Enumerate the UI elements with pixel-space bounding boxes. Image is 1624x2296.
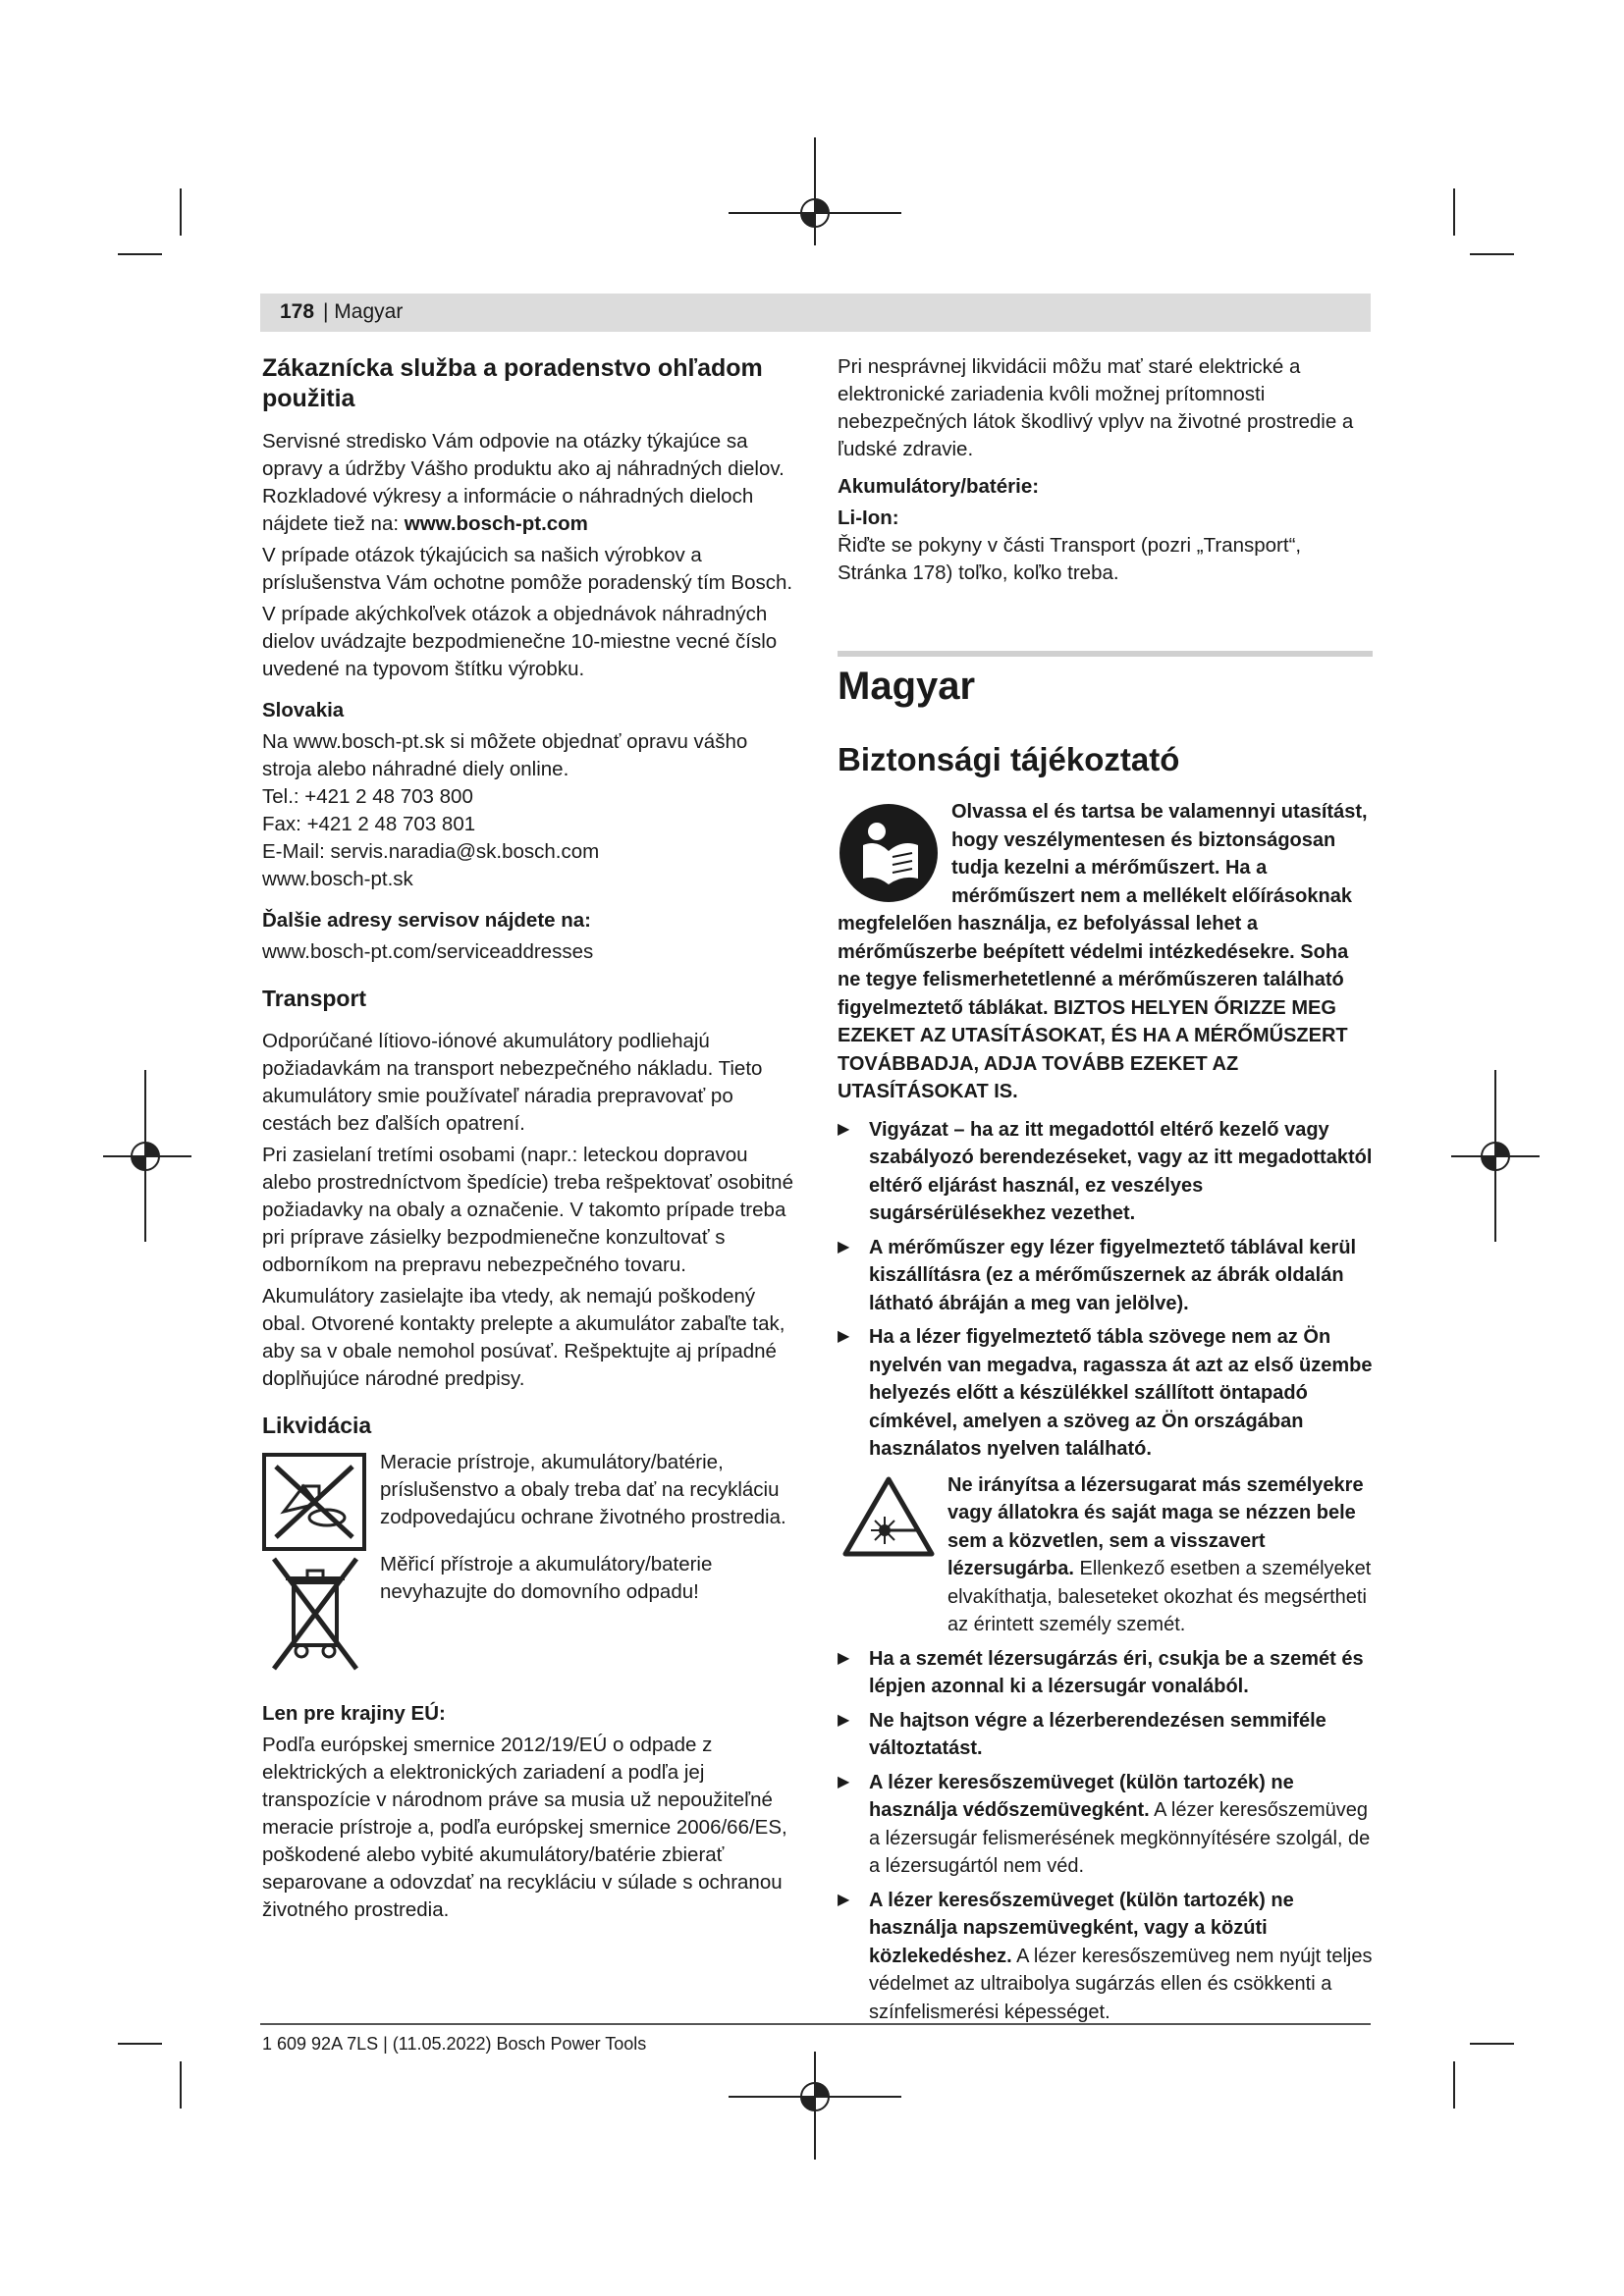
paragraph: V prípade akýchkoľvek otázok a objednávok náhradných dielov uvádzajte bezpodmienečne 10-miestne vecné číslo uvedené na typovom štítku výrobku. [262, 603, 778, 680]
section-title-magyar: Magyar [838, 665, 976, 708]
warning-bullet: ▶ Ne hajtson végre a lézerberendezésen semmiféle változtatást. [838, 1707, 1373, 1763]
disposal-title: Likvidácia [262, 1413, 372, 1438]
safety-title: Biztonsági tájékoztató [838, 741, 1180, 777]
page-footer: 1 609 92A 7LS | (11.05.2022) Bosch Power Tools [262, 2034, 647, 2054]
disposal-row [262, 1551, 797, 1675]
paragraph: Ne irányítsa a lézersugarat más személyekre vagy állatokra és saját maga se nézzen bele sem a közvetlen, sem a visszavert lézersugárba. Ellenkező esetben a személyeket elvakíthatja, baleseteket okozhat és megsértheti az érintett személy szemét. [947, 1473, 1372, 1635]
slovakia-phone: Tel.: +421 2 48 703 800 [262, 785, 473, 808]
read-manual-icon [838, 802, 940, 904]
page-number: 178 [280, 300, 315, 323]
header-language: | Magyar [323, 300, 404, 323]
crop-mark [1470, 2043, 1514, 2045]
crop-mark [180, 2061, 182, 2109]
crop-mark [118, 253, 162, 255]
left-column [262, 353, 797, 1928]
paragraph: Měřicí přístroje a akumulátory/baterie nevyhazujte do domovního odpadu! [380, 1553, 713, 1603]
paragraph: Meracie prístroje, akumulátory/batérie, príslušenstvo a obaly treba dať na recykláciu zodpovedajúcu ochrane životného prostredia. [380, 1451, 786, 1528]
laser-warning-block [838, 1471, 1373, 1639]
slovakia-email[interactable]: E-Mail: servis.naradia@sk.bosch.com [262, 840, 600, 863]
registration-mark-right [1451, 1070, 1540, 1242]
more-addresses-url[interactable]: www.bosch-pt.com/serviceaddresses [262, 940, 594, 963]
registration-mark-bottom [729, 2052, 901, 2160]
more-addresses-title: Ďalšie adresy servisov nájdete na: [262, 909, 592, 932]
crop-mark [1470, 253, 1514, 255]
arrow-icon: ▶ [838, 1328, 850, 1345]
recycling-weee-icon [262, 1453, 366, 1551]
liion-title: Li-Ion: [838, 507, 899, 529]
footer-divider [260, 2023, 1371, 2025]
paragraph: Řiďte se pokyny v části Transport (pozri „Transport“, Stránka 178) toľko, koľko treba. [838, 534, 1302, 584]
paragraph: Pri zasielaní tretími osobami (napr.: leteckou dopravou alebo prostredníctvom špedície) treba rešpektovať osobitné požiadavky na obaly a označenie. V takomto prípade treba pri príprave zásielky bezpodmienečne konzultovať s odborníkom na prepravu nebezpečného tovaru. [262, 1144, 793, 1276]
paragraph: Servisné stredisko Vám odpovie na otázky týkajúce sa opravy a údržby Vášho produktu ako aj náhradných dielov. Rozkladové výkresy a informácie o náhradných dieloch nájdete tiež na: www.bosch-pt.com [262, 430, 785, 535]
disposal-row [262, 1449, 797, 1551]
crop-mark [1453, 188, 1455, 236]
page-header [260, 294, 1371, 332]
registration-mark-top [729, 137, 901, 245]
eu-title: Len pre krajiny EÚ: [262, 1702, 446, 1725]
registration-mark-left [103, 1070, 191, 1242]
arrow-icon: ▶ [838, 1120, 850, 1138]
paragraph: V prípade otázok týkajúcich sa našich výrobkov a príslušenstva Vám ochotne pomôže poradenský tím Bosch. [262, 544, 793, 594]
warning-bullet: ▶ A lézer keresőszemüveget (külön tartozék) ne használja napszemüvegként, vagy a közúti közlekedéshez. A lézer keresőszemüveg nem nyújt teljes védelmet az ultraibolya sugárzás ellen és csökkenti a színfelismerési képességet. [838, 1887, 1373, 2027]
paragraph: Odporúčané lítiovo-iónové akumulátory podliehajú požiadavkám na transport nebezpečného nákladu. Tieto akumulátory smie používateľ náradia prepravovať po cestách bez ďalších opatrení. [262, 1030, 763, 1135]
paragraph: Pri nesprávnej likvidácii môžu mať staré elektrické a elektronické zariadenia kvôli možnej prítomnosti nebezpečných látok škodlivý vplyv na životné prostredie a ľudské zdravie. [838, 355, 1354, 460]
arrow-icon: ▶ [838, 1711, 850, 1729]
customer-service-title: Zákaznícka služba a poradenstvo ohľadom použitia [262, 354, 763, 412]
right-column-safety [838, 798, 1373, 2032]
crop-mark [180, 188, 182, 236]
section-divider [838, 651, 1373, 657]
slovakia-fax: Fax: +421 2 48 703 801 [262, 813, 476, 835]
warning-bullet: ▶ Ha a lézer figyelmeztető tábla szövege nem az Ön nyelvén van megadva, ragassza át azt az első üzembe helyezés előtt a készülékkel szállított öntapadó címkével, amelyen a szöveg az Ön országában használatos nyelven található. [838, 1323, 1373, 1464]
slovakia-website[interactable]: www.bosch-pt.sk [262, 868, 413, 890]
transport-title: Transport [262, 986, 367, 1011]
warning-bullet: ▶ Vigyázat – ha az itt megadottól eltérő kezelő vagy szabályozó berendezéseket, vagy az itt megadottaktól eltérő eljárást használ, ez veszélyes sugársérülésekhez vezethet. [838, 1116, 1373, 1228]
safety-intro: Olvassa el és tartsa be valamennyi utasítást, hogy veszélymentesen és biztonságosan tudja kezelni a mérőműszert. Ha a mérőműszert nem a mellékelt előírásoknak megfelelően használja, ez befolyással lehet a mérőműszerbe beépített védelmi intézkedésekre. Soha ne tegye felismerhetetlenné a mérőműszeren található figyelmeztető táblákat. BIZTOS HELYEN ŐRIZZE MEG EZEKET AZ UTASÍTÁSOKAT, ÉS HA A MÉRŐMŰSZERT TOVÁBBADJA, ADJA TOVÁBB EZEKET AZ UTASÍTÁSOKAT IS. [838, 801, 1368, 1102]
arrow-icon: ▶ [838, 1238, 850, 1255]
warning-bullet: ▶ A lézer keresőszemüveget (külön tartozék) ne használja védőszemüvegként. A lézer keresőszemüveg a lézersugár felismerésének megkönnyítésére szolgál, de a lézersugártól nem véd. [838, 1769, 1373, 1881]
right-column-top [838, 353, 1373, 591]
arrow-icon: ▶ [838, 1891, 850, 1908]
slovakia-title: Slovakia [262, 699, 345, 721]
crop-mark [118, 2043, 162, 2045]
link-url[interactable]: www.bosch-pt.com [404, 512, 588, 535]
laser-warning-icon [841, 1475, 936, 1558]
crop-mark [1453, 2061, 1455, 2109]
warning-bullet: ▶ Ha a szemét lézersugárzás éri, csukja be a szemét és lépjen azonnal ki a lézersugár vonalából. [838, 1645, 1373, 1701]
arrow-icon: ▶ [838, 1649, 850, 1667]
crossed-bin-icon [266, 1553, 364, 1675]
paragraph: Akumulátory zasielajte iba vtedy, ak nemajú poškodený obal. Otvorené kontakty prelepte a akumulátor zabaľte tak, aby sa v obale nemohol posúvať. Rešpektujte aj prípadné doplňujúce národné predpisy. [262, 1285, 785, 1390]
arrow-icon: ▶ [838, 1773, 850, 1790]
warning-bullet: ▶ A mérőműszer egy lézer figyelmeztető táblával kerül kiszállításra (ez a mérőműszernek az ábrák oldalán látható ábráján a meg van jelölve). [838, 1234, 1373, 1318]
paragraph: Podľa európskej smernice 2012/19/EÚ o odpade z elektrických a elektronických zariadení a podľa jej transpozície v národnom práve sa musia už nepoužiteľné meracie prístroje a, podľa európskej smernice 2006/66/ES, poškodené alebo vybité akumulátory/batérie zbierať separovane a odovzdať na recykláciu v súlade s ochranou životného prostredia. [262, 1734, 787, 1921]
battery-title: Akumulátory/batérie: [838, 475, 1040, 498]
slovakia-line: Na www.bosch-pt.sk si môžete objednať opravu vášho stroja alebo náhradné diely online. [262, 730, 748, 780]
